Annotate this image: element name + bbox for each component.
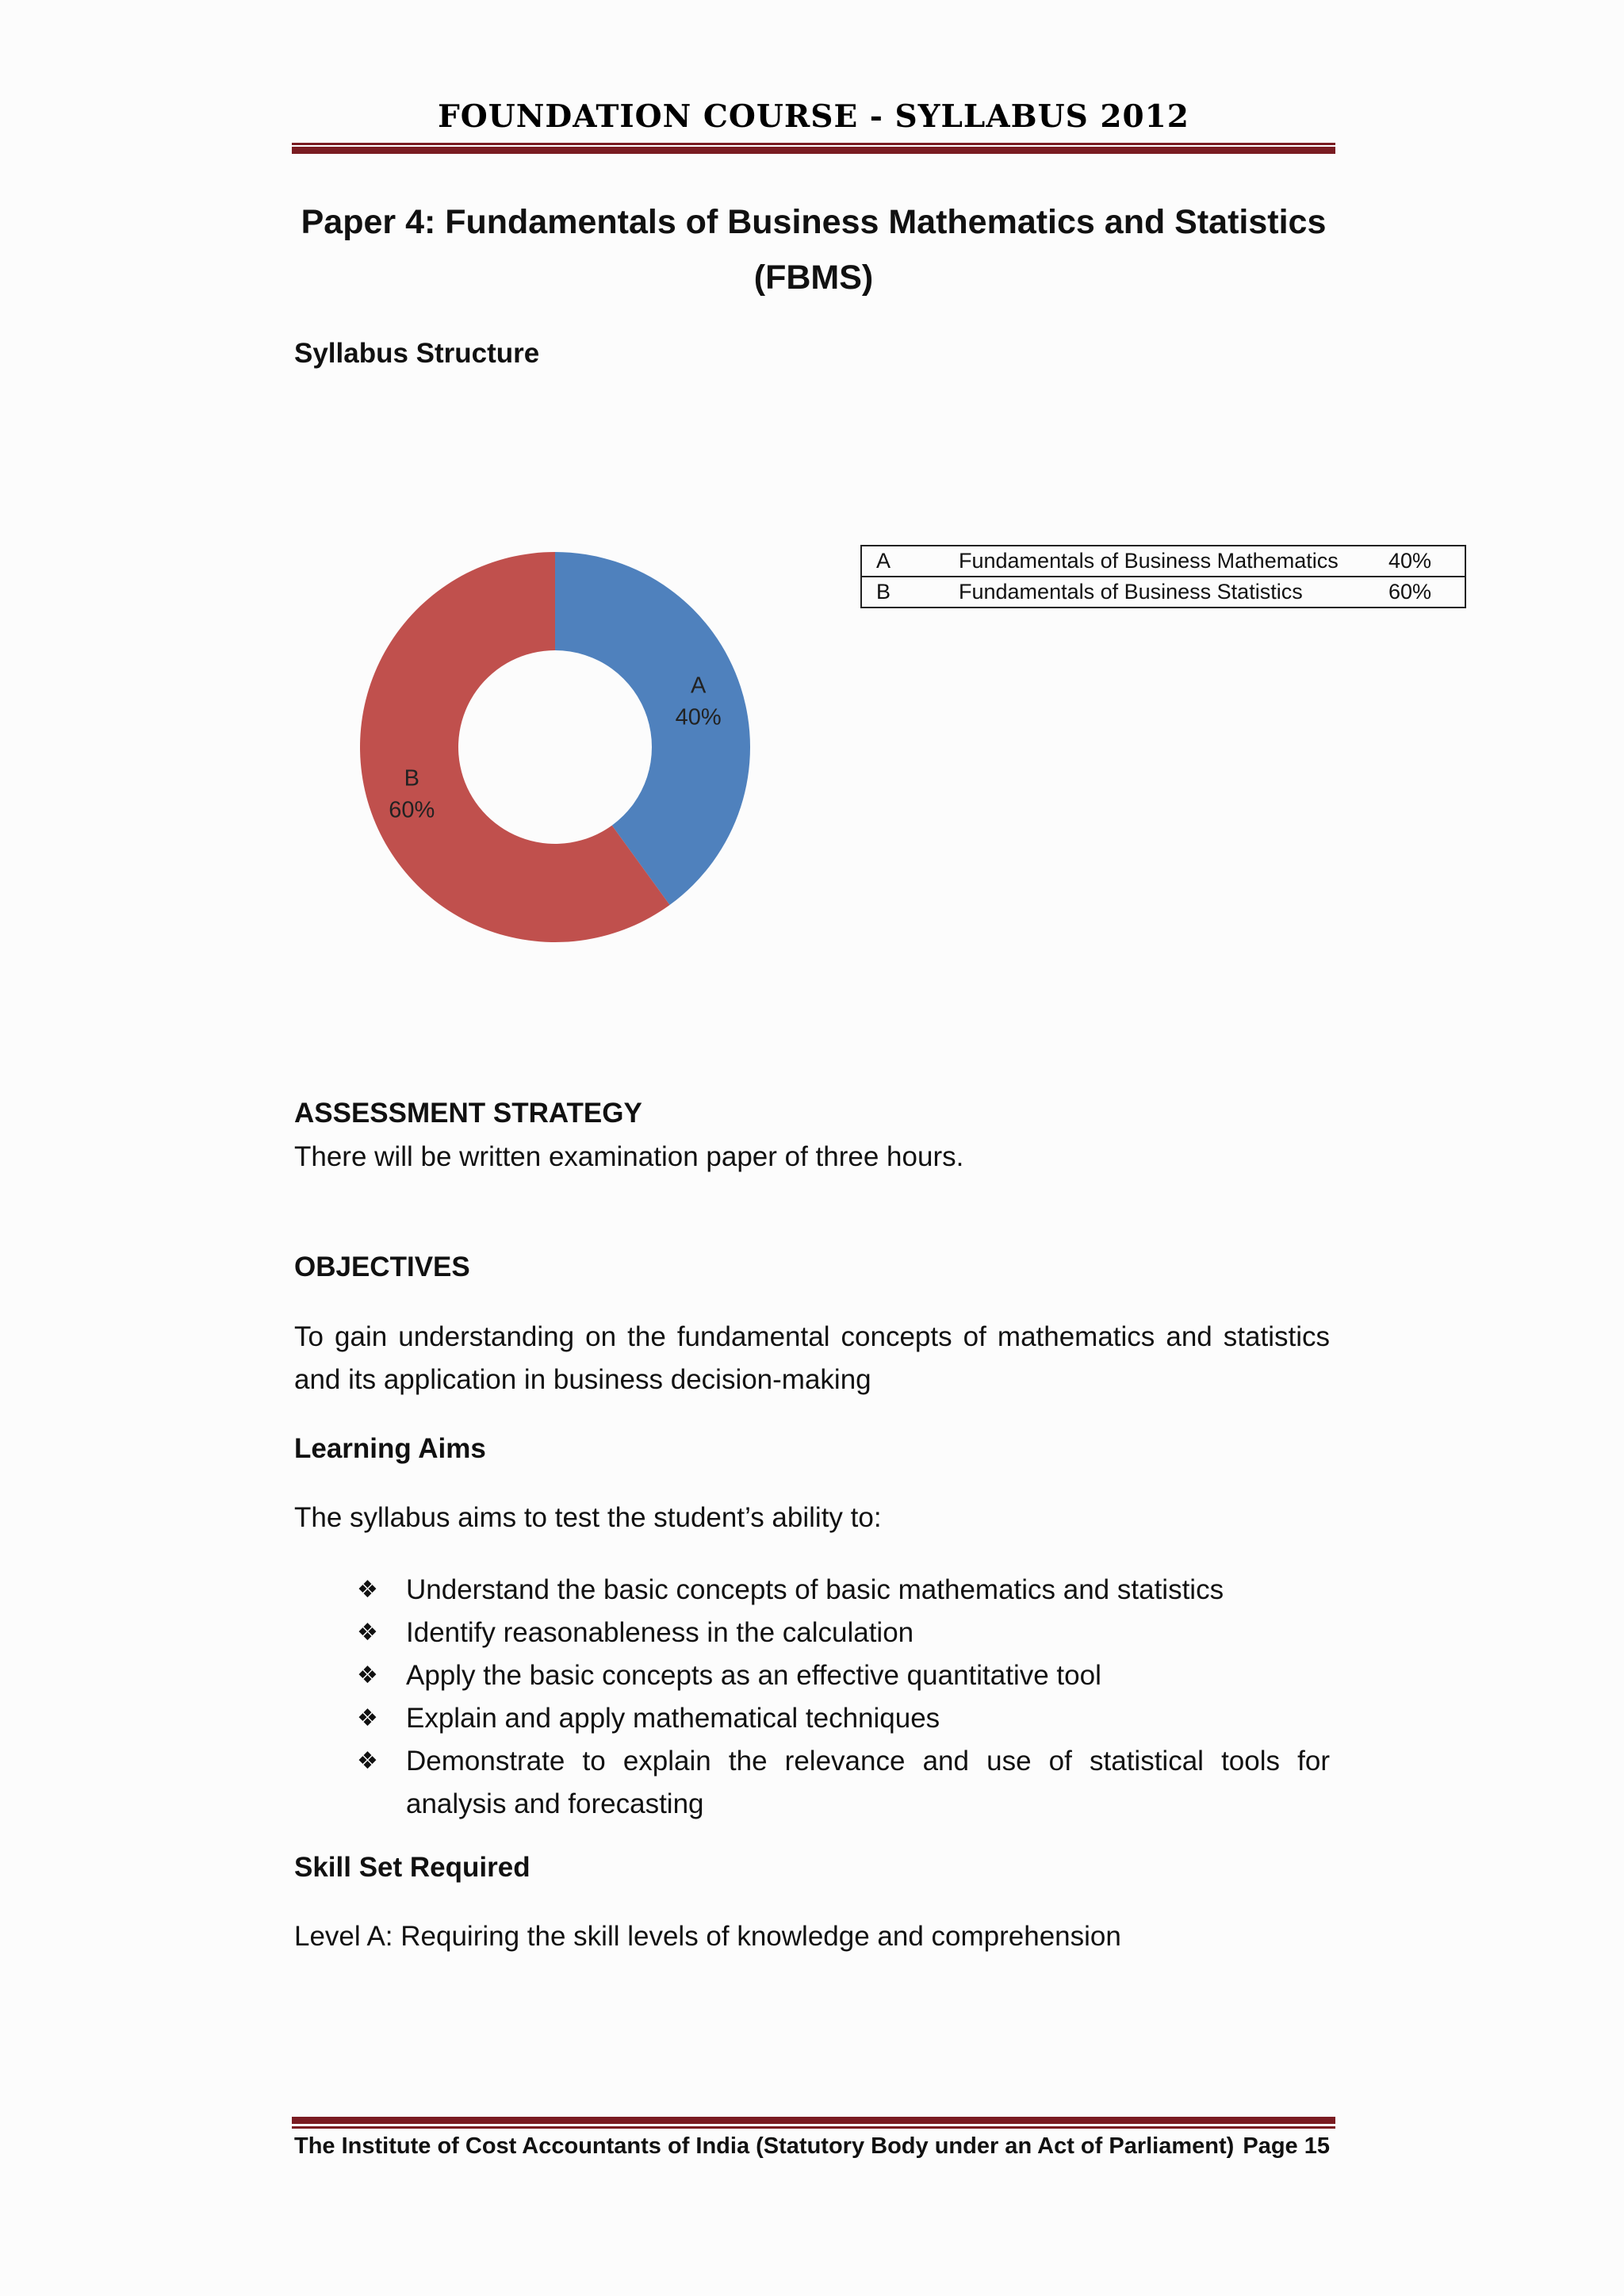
syllabus-structure-heading: Syllabus Structure	[294, 338, 540, 369]
weight-table-value: 40%	[1384, 546, 1465, 577]
learning-aim-item	[357, 1569, 1330, 1612]
objectives-heading: OBJECTIVES	[294, 1251, 470, 1282]
diamond-bullet-icon: ❖	[357, 1747, 378, 1775]
objectives-text: To gain understanding on the fundamental concepts of mathematics and statistics and its application in business decision-making	[294, 1321, 1330, 1395]
weight-table-code: A	[861, 546, 954, 577]
diamond-bullet-icon: ❖	[357, 1619, 378, 1646]
footer-institute-text: The Institute of Cost Accountants of India (Statutory Body under an Act of Parliament)	[294, 2133, 1235, 2159]
slice-percent-label: 40%	[675, 704, 722, 730]
learning-aim-item	[357, 1740, 1330, 1826]
assessment-text: There will be written examination paper of three hours.	[294, 1141, 964, 1172]
footer-page-number: Page 15	[1243, 2133, 1330, 2159]
doughnut-chart-svg	[333, 523, 777, 968]
skill-set-heading: Skill Set Required	[294, 1852, 530, 1883]
weight-table-name: Fundamentals of Business Statistics	[954, 577, 1384, 608]
learning-aim-item	[357, 1654, 1330, 1697]
slice-percent-label: 60%	[389, 797, 435, 823]
diamond-bullet-icon: ❖	[357, 1662, 378, 1689]
diamond-bullet-icon: ❖	[357, 1576, 378, 1604]
learning-aim-text: Demonstrate to explain the relevance and use of statistical tools for analysis and forecasting	[406, 1746, 1330, 1819]
learning-aim-text: Identify reasonableness in the calculation	[406, 1617, 914, 1648]
paper-title	[292, 194, 1335, 305]
weight-table-value: 60%	[1384, 577, 1465, 608]
skill-set-text: Level A: Requiring the skill levels of knowledge and comprehension	[294, 1921, 1121, 1952]
header-rule-thick	[292, 147, 1335, 154]
learning-aims-heading: Learning Aims	[294, 1433, 486, 1464]
weight-table-name: Fundamentals of Business Mathematics	[954, 546, 1384, 577]
footer-rule-thin	[292, 2126, 1335, 2129]
weight-table-code: B	[861, 577, 954, 608]
learning-aim-item	[357, 1697, 1330, 1740]
learning-aim-text: Explain and apply mathematical techniques	[406, 1703, 940, 1734]
footer-rule-thick	[292, 2117, 1335, 2124]
paper-title-line1: Paper 4: Fundamentals of Business Mathematics and Statistics	[301, 203, 1327, 241]
syllabus-doughnut-chart	[333, 523, 777, 968]
weight-table-row	[861, 546, 1465, 577]
header-rule-thin	[292, 143, 1335, 145]
assessment-heading: ASSESSMENT STRATEGY	[294, 1098, 642, 1129]
weight-table-row	[861, 577, 1465, 608]
learning-aims-intro: The syllabus aims to test the student’s ability to:	[294, 1502, 882, 1533]
learning-aim-text: Apply the basic concepts as an effective quantitative tool	[406, 1660, 1101, 1691]
slice-category-label: B	[404, 765, 419, 792]
syllabus-weight-table	[860, 545, 1466, 608]
learning-aims-list	[357, 1569, 1330, 1826]
learning-aim-item	[357, 1612, 1330, 1654]
learning-aim-text: Understand the basic concepts of basic mathematics and statistics	[406, 1574, 1224, 1605]
paper-title-line2: (FBMS)	[753, 259, 874, 297]
slice-category-label: A	[691, 673, 707, 699]
diamond-bullet-icon: ❖	[357, 1704, 378, 1732]
running-header-title: FOUNDATION COURSE - SYLLABUS 2012	[438, 98, 1189, 135]
